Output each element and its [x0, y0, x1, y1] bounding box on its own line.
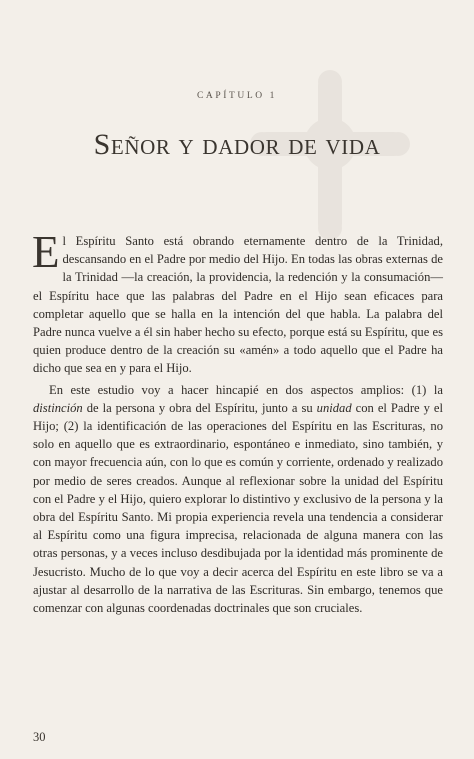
chapter-body — [32, 227, 443, 617]
paragraph-1-text: l Espíritu Santo está obrando eternamente dentro de la Trinidad, descansando en el Padre por medio del Hijo. En todas las obras externas de la Trinidad —la creación, la providencia, la redención y la consumación— el Espíritu hace que las palabras del Padre en el Hijo sean eficaces para completar aquello que se halla en la intención del que habla. La palabra del Padre nunca vuelve a él sin haber hecho su efecto, porque está su Espíritu, que es quien produce dentro de la creación su «amén» a todo aquello que el Padre ha dicho que sea en y para el Hijo. — [33, 234, 443, 376]
paragraph-2-text-2: de la persona y obra del Espíritu, junto a su — [82, 400, 317, 415]
paragraph-2-text-3: con el Padre y el Hijo; (2) la identificación de las operaciones del Espíritu en las Escrituras, no solo en aquello que es extraordinario, espontáneo e inmediato, sino también, y con mayor frecuencia aún, con lo que es común y corriente, ordenado y realizado por medio de seres creados. Aunque al reflexionar sobre la unidad del Espíritu con el Padre y el Hijo, quiero explorar lo distintivo y exclusivo de la persona y la obra del Espíritu Santo. Mi propia experiencia revela una tendencia a considerar al Espíritu como una figura imprecisa, relacionada de alguna manera con las otras personas, y a veces incluso desdibujada por la identidad más prominente de Jesucristo. Mucho de lo que voy a decir acerca del Espíritu en este libro se va a ajustar al desarrollo de la narrativa de las Escrituras. Sin embargo, tenemos que comenzar con algunas coordenadas doctrinales que son cruciales. — [33, 400, 443, 616]
page-number: 30 — [33, 730, 46, 744]
paragraph-2 — [33, 381, 443, 618]
emphasis-unidad: unidad — [316, 400, 352, 415]
paragraph-2-text-1: En este estudio voy a hacer hincapié en dos aspectos amplios: (1) la — [49, 382, 443, 397]
paragraph-1 — [32, 227, 443, 378]
emphasis-distincion: distinción — [33, 400, 83, 415]
chapter-label: CAPÍTULO 1 — [196, 91, 278, 101]
chapter-title: Señor y dador de vida — [93, 128, 381, 161]
drop-cap: E — [32, 227, 60, 277]
